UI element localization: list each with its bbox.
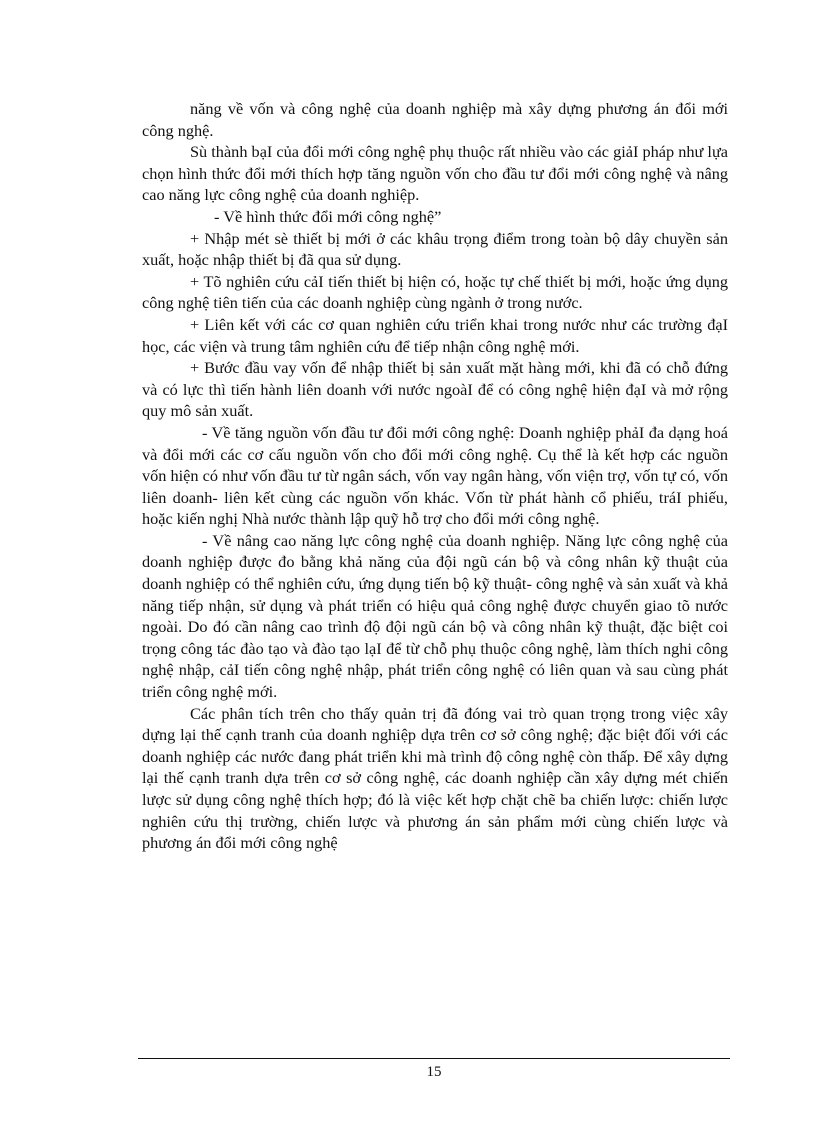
paragraph: năng về vốn và công nghệ của doanh nghiệp mà xây dựng phương án đổi mới công nghệ. [142, 99, 728, 140]
page-number: 15 [426, 1064, 442, 1080]
paragraph: - Về hình thức đổi mới công nghệ” [214, 206, 442, 226]
paragraph: + Bước đầu vay vốn để nhập thiết bị sản xuất mặt hàng mới, khi đã có chỗ đứng và có lực thì tiến hành liên doanh với nước ngoàI để có công nghệ hiện đạI và mở rộng quy mô sản xuất. [142, 358, 728, 421]
paragraph: - Về nâng cao năng lực công nghệ của doanh nghiệp. Năng lực công nghệ của doanh nghiệp được đo bằng khả năng của đội ngũ cán bộ và công nhân kỹ thuật của doanh nghiệp có thể nghiên cứu, ứng dụng tiến bộ kỹ thuật- công nghệ và sản xuất và khả năng tiếp nhận, sử dụng và phát triển có hiệu quả công nghệ được chuyển giao tõ nước ngoài. Do đó cần nâng cao trình độ đội ngũ cán bộ và công nhân kỹ thuật, đặc biệt coi trọng công tác đào tạo và đào tạo lạI để từ chỗ phụ thuộc công nghệ, làm thích nghi công nghệ nhập, cảI tiến công nghệ nhập, phát triển công nghệ có liên quan và sau cùng phát triển công nghệ mới. [142, 530, 728, 702]
paragraph: Sù thành bạI của đổi mới công nghệ phụ thuộc rất nhiều vào các giảI pháp như lựa chọn hình thức đổi mới thích hợp tăng nguồn vốn cho đầu tư đổi mới công nghệ và nâng cao năng lực công nghệ của doanh nghiệp. [142, 142, 728, 205]
paragraph: + Tõ nghiên cứu cảI tiến thiết bị hiện có, hoặc tự chế thiết bị mới, hoặc ứng dụng công nghệ tiên tiến của các doanh nghiệp cùng ngành ở trong nước. [142, 271, 728, 313]
paragraph: Các phân tích trên cho thấy quản trị đã đóng vai trò quan trọng trong việc xây dựng lại thế cạnh tranh của doanh nghiệp dựa trên cơ sở công nghệ; đặc biệt đối với các doanh nghiệp các nước đang phát triển khi mà trình độ công nghệ còn thấp. Để xây dựng lại thế cạnh tranh dựa trên cơ sở công nghệ, các doanh nghiệp cần xây dựng mét chiến lược sử dụng công nghệ thích hợp; đó là việc kết hợp chặt chẽ ba chiến lược: chiến lược nghiên cứu thị trường, chiến lược và phương án sản phẩm mới cùng chiến lược và phương án đổi mới công nghệ [142, 703, 728, 853]
paragraph: + Liên kết với các cơ quan nghiên cứu triển khai trong nước như các trường đạI học, các viện và trung tâm nghiên cứu để tiếp nhận công nghệ mới. [142, 314, 728, 356]
paragraph: + Nhập mét sè thiết bị mới ở các khâu trọng điểm trong toàn bộ dây chuyền sản xuất, hoặc nhập thiết bị đã qua sử dụng. [142, 228, 728, 270]
paragraph: - Về tăng nguồn vốn đầu tư đổi mới công nghệ: Doanh nghiệp phảI đa dạng hoá và đổi mới các cơ cấu nguồn vốn cho đổi mới công nghệ. Cụ thể là kết hợp các nguồn vốn hiện có như vốn đầu tư từ ngân sách, vốn vay ngân hàng, vốn viện trợ, vốn tự có, vốn liên doanh- liên kết cùng các nguồn vốn khác. Vốn từ phát hành cổ phiếu, tráI phiếu, hoặc kiến nghị Nhà nước thành lập quỹ hỗ trợ cho đổi mới công nghệ. [142, 422, 728, 529]
page-body [142, 98, 728, 854]
footer-rule [138, 1058, 730, 1059]
